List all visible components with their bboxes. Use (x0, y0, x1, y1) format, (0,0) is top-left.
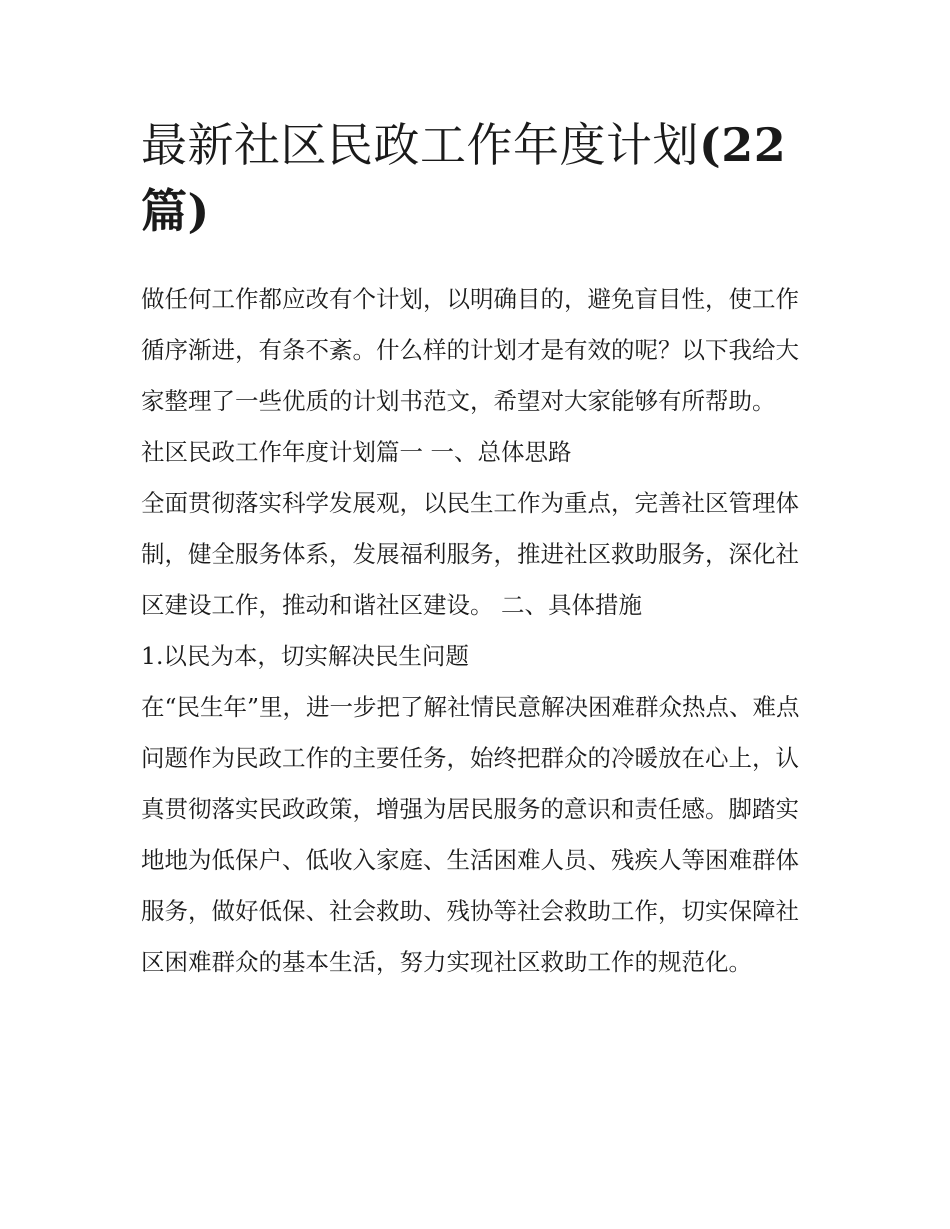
intro-paragraph: 做任何工作都应改有个计划，以明确目的，避免盲目性，使工作循序渐进，有条不紊。什么样的计划才是有效的呢？以下我给大家整理了一些优质的计划书范文，希望对大家能够有所帮助。 (141, 285, 799, 415)
document-body (141, 112, 813, 988)
document-title-text: 最新社区民政工作年度计划 (141, 118, 699, 172)
document-title (141, 112, 813, 244)
overall-approach-paragraph: 全面贯彻落实科学发展观，以民生工作为重点，完善社区管理体制，健全服务体系，发展福利服务，推进社区救助服务，深化社区建设工作，推动和谐社区建设。 二、具体措施 (141, 489, 799, 619)
measure-1-paragraph: 在“民生年”里，进一步把了解社情民意解决困难群众热点、难点问题作为民政工作的主要任务，始终把群众的冷暖放在心上，认真贯彻落实民政政策，增强为居民服务的意识和责任感。脚踏实地地为低保户、低收入家庭、生活困难人员、残疾人等困难群体服务，做好低保、社会救助、残协等社会救助工作，切实保障社区困难群众的基本生活，努力实现社区救助工作的规范化。 (141, 693, 800, 976)
measure-heading-1: 1.以民为本，切实解决民生问题 (141, 642, 469, 670)
document-title-suffix: (22篇) (141, 118, 787, 238)
section-heading-plan-one: 社区民政工作年度计划篇一 一、总体思路 (141, 438, 572, 466)
